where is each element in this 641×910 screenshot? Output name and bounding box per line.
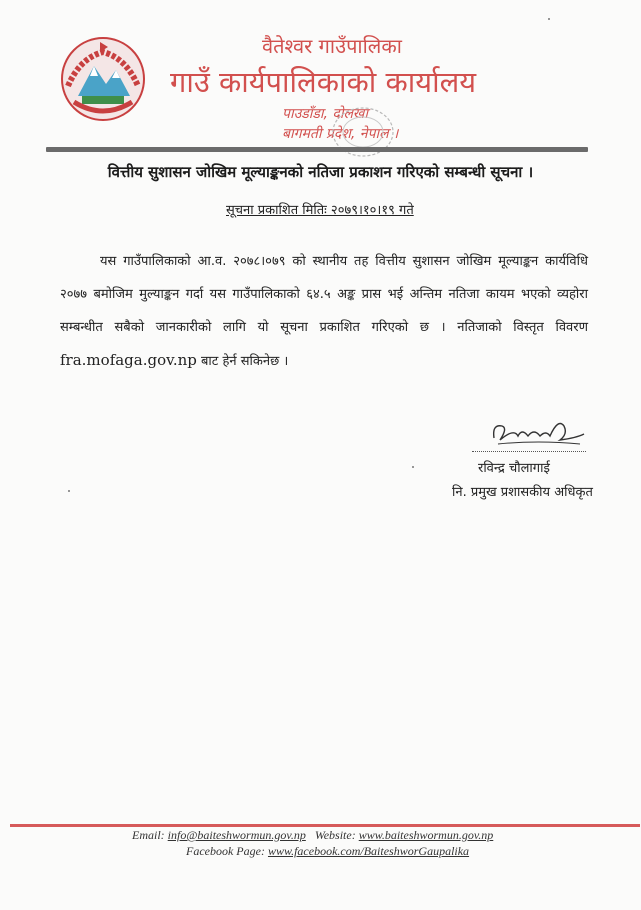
signatory-name: रविन्द्र चौलागाई (478, 461, 550, 476)
notice-subject: वित्तीय सुशासन जोखिम मूल्याङ्कनको नतिजा प्रकाशन गरिएको सम्बन्धी सूचना । (107, 163, 534, 181)
signature-line (472, 451, 586, 452)
header-divider (46, 147, 588, 152)
notice-body-end: बाट हेर्न सकिनेछ । (201, 354, 289, 369)
address-line-1: पाउडाँडा, दोलखा (282, 106, 369, 122)
email-link[interactable]: info@baiteshwormun.gov.np (167, 828, 306, 842)
footer-facebook-line (186, 844, 469, 859)
website-label: Website: (314, 828, 356, 842)
email-label: Email: (132, 828, 165, 842)
scan-speck (412, 466, 414, 468)
handwritten-signature (488, 414, 588, 454)
results-website: fra.mofaga.gov.np (60, 351, 197, 369)
website-link[interactable]: www.baiteshwormun.gov.np (358, 828, 494, 842)
office-title: गाउँ कार्यपालिकाको कार्यालय (170, 65, 477, 99)
municipality-name: वैतेश्वर गाउँपालिका (262, 34, 402, 58)
facebook-link[interactable]: www.facebook.com/BaiteshworGaupalika (267, 844, 470, 858)
notice-body-text: यस गाउँपालिकाको आ.व. २०७८।०७९ को स्थानीय तह वित्तीय सुशासन जोखिम मूल्याङ्कन कार्यविधि २०७७ बमोजिम मुल्याङ्कन गर्दा यस गाउँपालिकाको ६४.५ अङ्क प्रास भई अन्तिम नतिजा कायम भएको व्यहोरा सम्बन्धीत सबैको जानकारीको लागि यो सूचना प्रकाशित गरिएको छ । नतिजाको विस्तृत विवरण (60, 254, 588, 335)
nepal-government-emblem (60, 36, 146, 122)
signatory-designation: नि. प्रमुख प्रशासकीय अधिकृत (452, 485, 593, 500)
notice-body (60, 245, 588, 378)
scan-speck (548, 18, 550, 20)
footer-divider (10, 824, 640, 827)
published-date: सूचना प्रकाशित मितिः २०७९।१०।१९ गते (226, 203, 414, 218)
footer-contact-line (132, 828, 493, 843)
scan-speck (68, 490, 70, 492)
address-line-2: बागमती प्रदेश, नेपाल । (282, 126, 399, 142)
facebook-label: Facebook Page: (186, 844, 265, 858)
